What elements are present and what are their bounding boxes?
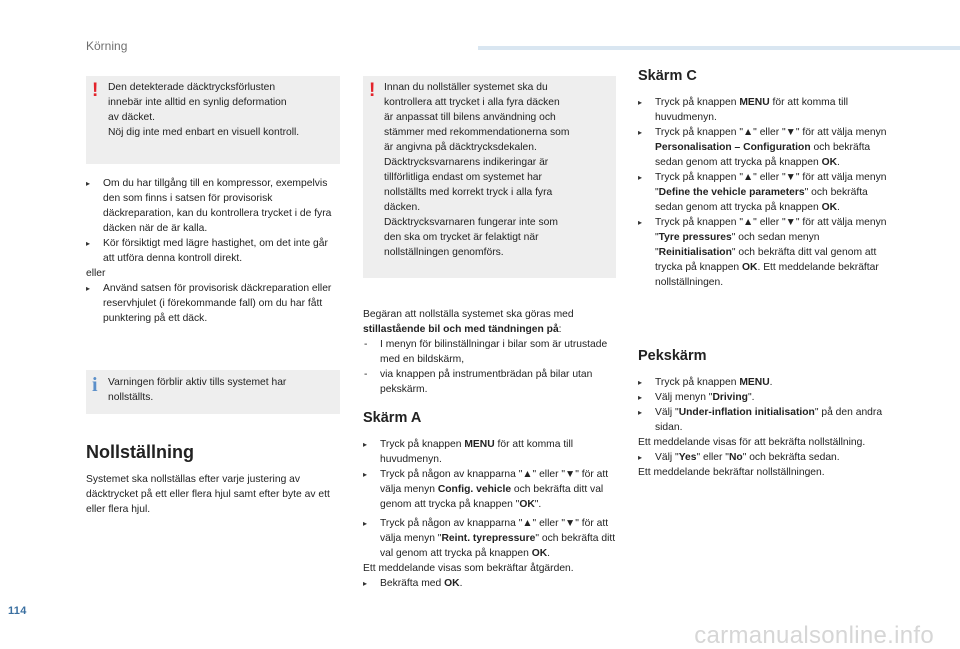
list-item: ▸ Använd satsen för provisorisk däckreparation eller reservhjulet (i förekommande fall) om du har fått punktering på ett däck. [86,281,342,326]
warning-line: Däcktrycksvarnaren fungerar inte som [384,217,558,228]
warning-line: Däcktrycksvarnarens indikeringar är [384,157,549,168]
paragraph-text: Systemet ska nollställas efter varje justering av däcktrycket på ett eller flera hjul samt efter byte av ett eller flera hjul. [86,474,330,515]
list-item: ▸ Tryck på knappen "▲" eller "▼" för att välja menyn Personalisation – Configuration och bekräfta sedan genom att trycka på knappen OK. [638,125,890,170]
skarm-c-steps [638,95,890,290]
warning-line: av däcket. [108,112,155,123]
list-item: ▸ Tryck på knappen "▲" eller "▼" för att välja menyn "Define the vehicle parameters" och bekräfta sedan genom att trycka på knappen OK. [638,170,890,215]
info-box [86,370,340,414]
list-item: ▸ Om du har tillgång till en kompressor, exempelvis den som finns i satsen för provisorisk däckreparation, kan du kontrollera trycket i de fyra däcken när de är kalla. [86,176,342,236]
list-item: ▸ Bekräfta med OK. [363,576,619,591]
warning-line: däcken. [384,202,421,213]
heading-pekskarm: Pekskärm [638,348,707,364]
list-item: ▸ Tryck på någon av knapparna "▲" eller "▼" för att välja menyn Config. vehicle och bekräfta ditt val genom att trycka på knappen "OK". [363,467,619,512]
message-text: Ett meddelande visas för att bekräfta nollställning. [638,437,866,448]
section-title: Körning [86,39,128,53]
list-item: ▸ Tryck på knappen "▲" eller "▼" för att välja menyn "Tyre pressures" och sedan menyn "Reinitialisation" och bekräfta ditt val genom att trycka på knappen OK. Ett meddelande bekräftar nollställningen. [638,215,890,290]
warning-line: är anpassat till bilens användning och [384,112,556,123]
list-item: ▸ Välj "Under-inflation initialisation" på den andra sidan. [638,405,890,435]
intro-text: Begäran att nollställa systemet ska göras med stillastående bil och med tändningen på: [363,309,574,335]
list-item: ▸ Kör försiktigt med lägre hastighet, om det inte går att utföra denna kontroll direkt. [86,236,342,266]
list-item: - I menyn för bilinställningar i bilar som är utrustade med en bildskärm, [363,337,619,367]
list-item: ▸ Välj "Yes" eller "No" och bekräfta sedan. [638,450,890,465]
list-item: - via knappen på instrumentbrädan på bilar utan pekskärm. [363,367,619,397]
message-text: Ett meddelande bekräftar nollställningen. [638,467,825,478]
warning-line: den ska om trycket är felaktigt när [384,232,539,243]
warning-line: nollställts med korrekt tryck i alla fyra [384,187,553,198]
list-item: ▸ Tryck på knappen MENU. [638,375,890,390]
warning-line: kontrollera att trycket i alla fyra däcken [384,97,560,108]
skarm-a-steps [363,437,619,591]
warning-box-reset [363,76,616,278]
warning-line: nollställningen genomförs. [384,247,504,258]
warning-line: stämmer med rekommendationerna som [384,127,570,138]
page-number: 114 [8,605,27,617]
warning-line: Den detekterade däcktrycksförlusten [108,82,276,93]
warning-line: Innan du nollställer systemet ska du [384,82,548,93]
watermark-link[interactable]: carmanualsonline.info [694,622,934,649]
info-icon: i [92,374,98,396]
pekskarm-steps [638,375,890,480]
reset-intro [363,307,619,397]
heading-nollstallning: Nollställning [86,442,194,462]
info-text: Varningen förblir aktiv tills systemet har nollställts. [108,377,287,403]
warning-line: innebär inte alltid en synlig deformation [108,97,287,108]
list-item: ▸ Tryck på någon av knapparna "▲" eller "▼" för att välja menyn "Reint. tyrepressure" och bekräfta ditt val genom att trycka på knappen OK. [363,516,619,561]
eller-text: eller [86,268,106,279]
warning-box-deformation [86,76,340,164]
warning-line: tillförlitliga endast om systemet har [384,172,542,183]
warning-line: är angivna på däcktrycksdekalen. [384,142,537,153]
warning-icon: ! [369,80,376,101]
list-item: ▸ Tryck på knappen MENU för att komma till huvudmenyn. [638,95,890,125]
warning-line: Nöj dig inte med enbart en visuell kontroll. [108,127,300,138]
header-bar [478,46,960,50]
nollstallning-paragraph [86,472,342,517]
heading-skarm-a: Skärm A [363,410,422,426]
list-item: ▸ Tryck på knappen MENU för att komma till huvudmenyn. [363,437,619,467]
list-item: ▸ Välj menyn "Driving". [638,390,890,405]
heading-skarm-c: Skärm C [638,68,697,84]
warning-icon: ! [92,80,99,101]
col1-instructions [86,176,342,326]
message-text: Ett meddelande visas som bekräftar åtgärden. [363,563,574,574]
